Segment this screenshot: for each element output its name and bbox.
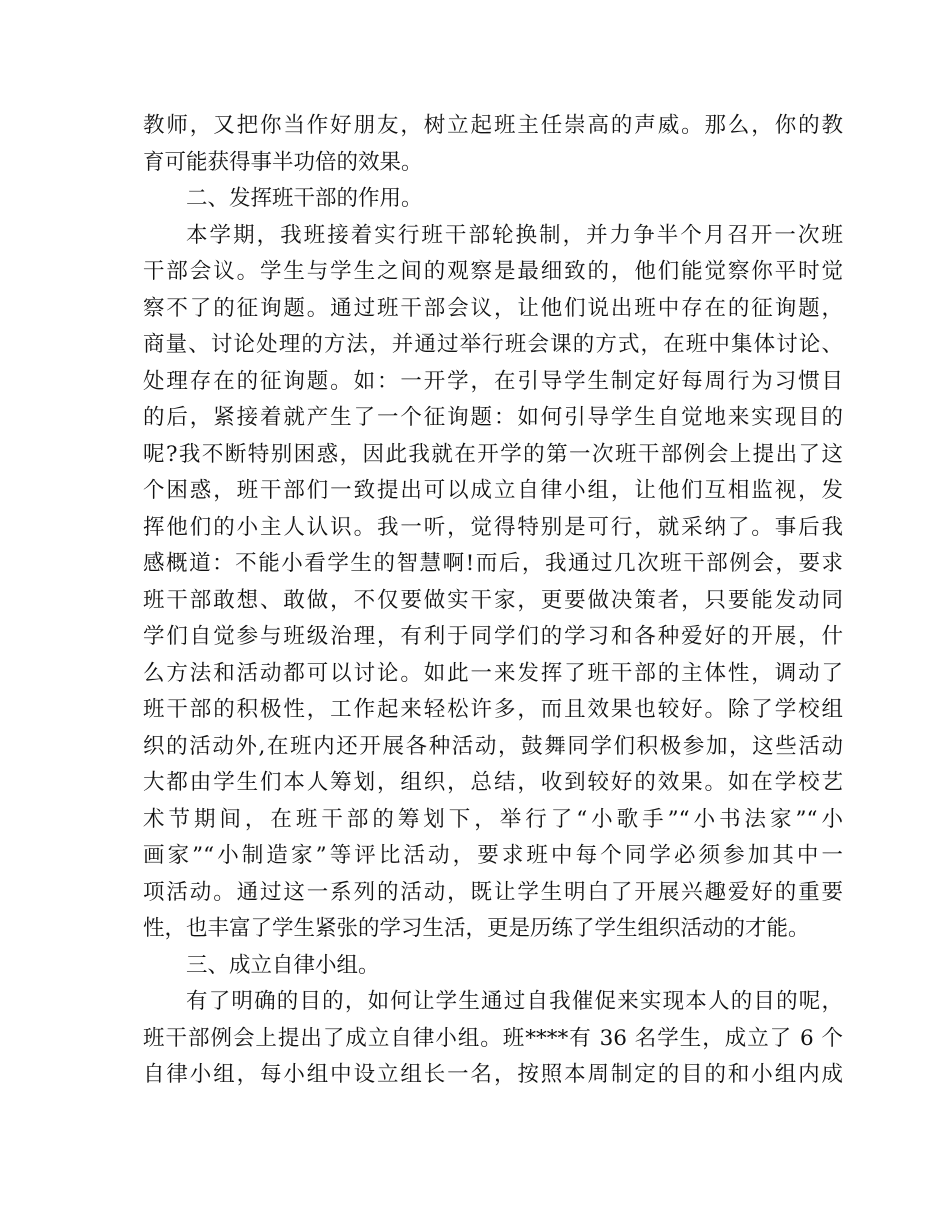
- text-line: 班干部的积极性，工作起来轻松许多，而且效果也较好。除了学校组: [143, 697, 843, 722]
- text-line: 个困惑，班干部们一致提出可以成立自律小组，让他们互相监视，发: [143, 478, 843, 503]
- text-line: 项活动。通过这一系列的活动，既让学生明白了开展兴趣爱好的重要: [143, 879, 843, 905]
- text-line: 感概道：不能小看学生的智慧啊!而后，我通过几次班干部例会，要求: [143, 551, 843, 576]
- text-line: 三、成立自律小组。: [186, 952, 380, 978]
- text-line: 术节期间，在班干部的筹划下，举行了“小歌手”“小书法家”“小: [143, 806, 843, 832]
- text-line: 的后，紧接着就产生了一个征询题：如何引导学生自觉地来实现目的: [143, 405, 843, 430]
- text-line: 班干部敢想、敢做，不仅要做实干家，更要做决策者，只要能发动同: [143, 587, 843, 613]
- text-line: 有了明确的目的，如何让学生通过自我催促来实现本人的目的呢，: [186, 989, 843, 1014]
- text-line: 处理存在的征询题。如：一开学，在引导学生制定好每周行为习惯目: [143, 368, 843, 394]
- text-line: 育可能获得事半功倍的效果。: [143, 149, 423, 175]
- text-line: 性，也丰富了学生紧张的学习生活，更是历练了学生组织活动的才能。: [143, 916, 810, 941]
- text-line: 商量、讨论处理的方法，并通过举行班会课的方式，在班中集体讨论、: [143, 332, 843, 357]
- text-line: 干部会议。学生与学生之间的观察是最细致的，他们能觉察你平时觉: [143, 259, 843, 284]
- text-line: 自律小组，每小组中设立组长一名，按照本周制定的目的和小组内成: [143, 1062, 843, 1087]
- text-line: 班干部例会上提出了成立自律小组。班****有 36 名学生，成立了 6 个: [143, 1025, 843, 1051]
- text-line: 挥他们的小主人认识。我一听，觉得特别是可行，就采纳了。事后我: [143, 514, 843, 540]
- text-line: 大都由学生们本人筹划，组织，总结，收到较好的效果。如在学校艺: [143, 770, 843, 795]
- text-line: 察不了的征询题。通过班干部会议，让他们说出班中存在的征询题，: [143, 295, 843, 321]
- text-line: 画家”“小制造家”等评比活动，要求班中每个同学必须参加其中一: [143, 843, 843, 868]
- text-line: 教师，又把你当作好朋友，树立起班主任崇高的声威。那么，你的教: [143, 113, 843, 138]
- text-line: 学们自觉参与班级治理，有利于同学们的学习和各种爱好的开展，什: [143, 624, 843, 649]
- text-line: 织的活动外,在班内还开展各种活动，鼓舞同学们积极参加，这些活动: [143, 733, 843, 759]
- body-text: [143, 108, 843, 1094]
- text-line: 么方法和活动都可以讨论。如此一来发挥了班干部的主体性，调动了: [143, 660, 843, 686]
- text-line: 呢?我不断特别困惑，因此我就在开学的第一次班干部例会上提出了这: [143, 441, 843, 467]
- text-line: 二、发挥班干部的作用。: [186, 186, 423, 211]
- text-line: 本学期，我班接着实行班干部轮换制，并力争半个月召开一次班: [186, 222, 843, 248]
